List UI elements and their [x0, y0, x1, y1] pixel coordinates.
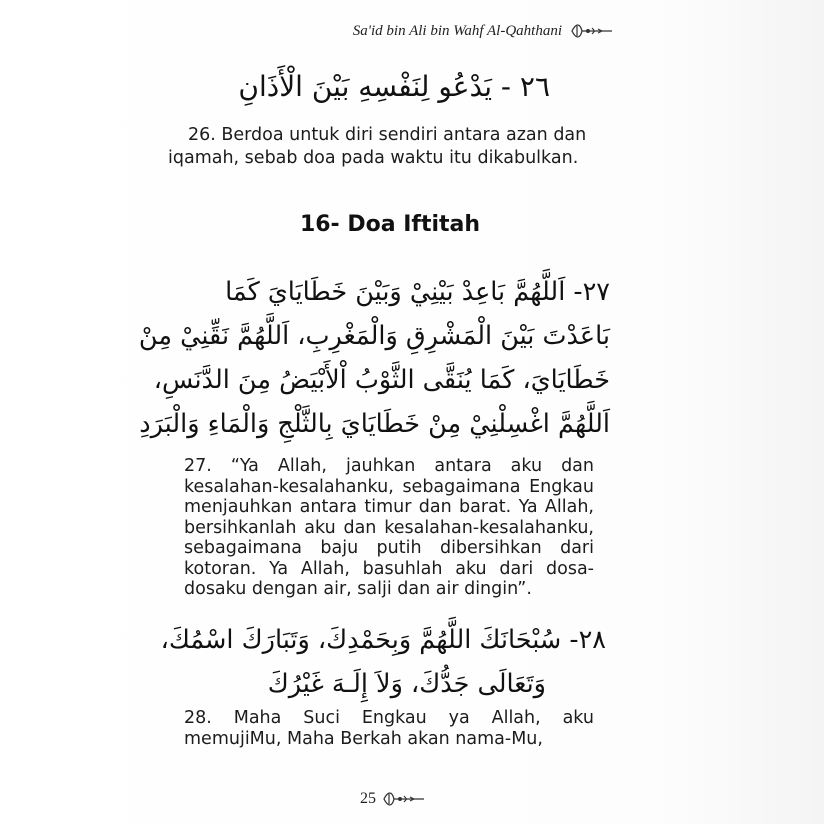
arabic-line: وَتَعَالَى جَدُّكَ، وَلاَ إِلَـهَ غَيْرُكَ [267, 669, 546, 699]
arabic-text-27 [138, 270, 610, 446]
arabic-line: ٢٧- اَللَّهُمَّ بَاعِدْ بَيْنِيْ وَبَيْنَ خَطَايَايَ كَمَا [225, 277, 610, 307]
page-footer [360, 788, 426, 810]
arabic-line: ٢٨- سُبْحَانَكَ اللَّهُمَّ وَبِحَمْدِكَ، وَتَبَارَكَ اسْمُكَ، [160, 625, 606, 655]
floral-ornament-icon [380, 788, 426, 810]
translation-26: 26. Berdoa untuk diri sendiri antara azan dan iqamah, sebab doa pada waktu itu dikabulkan. [168, 125, 587, 168]
arabic-text-28 [160, 618, 606, 706]
arabic-line: بَاعَدْتَ بَيْنَ الْمَشْرِقِ وَالْمَغْرِبِ، اَللَّهُمَّ نَقِّنِيْ مِنْ [138, 321, 610, 351]
arabic-line: اَللَّهُمَّ اغْسِلْنِيْ مِنْ خَطَايَايَ بِالثَّلْجِ وَالْمَاءِ وَالْبَرَدِ [139, 409, 610, 439]
arabic-line: خَطَايَايَ، كَمَا يُنَقَّى الثَّوْبُ اْلأَبْيَضُ مِنَ الدَّنَسِ، [153, 365, 610, 395]
translation-27: 27. “Ya Allah, jauhkan antara aku dan kesalahan-kesalahanku, sebagaimana Engkau menjauhkan antara timur dan barat. Ya Allah, bersihkanlah aku dan kesalahan-kesalahanku, sebagaimana baju putih dibersihkan dari kotoran. Ya Allah, basuhlah aku dari dosa-dosaku dengan air, salji dan air dingin”. [184, 456, 594, 599]
floral-ornament-icon [568, 20, 614, 42]
arabic-text-26: ٢٦ - يَدْعُو لِنَفْسِهِ بَيْنَ الْأَذَانِ [238, 70, 550, 103]
translation-28: 28. Maha Suci Engkau ya Allah, aku memujiMu, Maha Berkah akan nama-Mu, [184, 708, 594, 749]
section-title: 16- Doa Iftitah [299, 212, 481, 237]
author-header-title: Sa'id bin Ali bin Wahf Al-Qahthani [352, 22, 562, 39]
page-number: 25 [360, 790, 376, 807]
running-header [353, 20, 614, 42]
